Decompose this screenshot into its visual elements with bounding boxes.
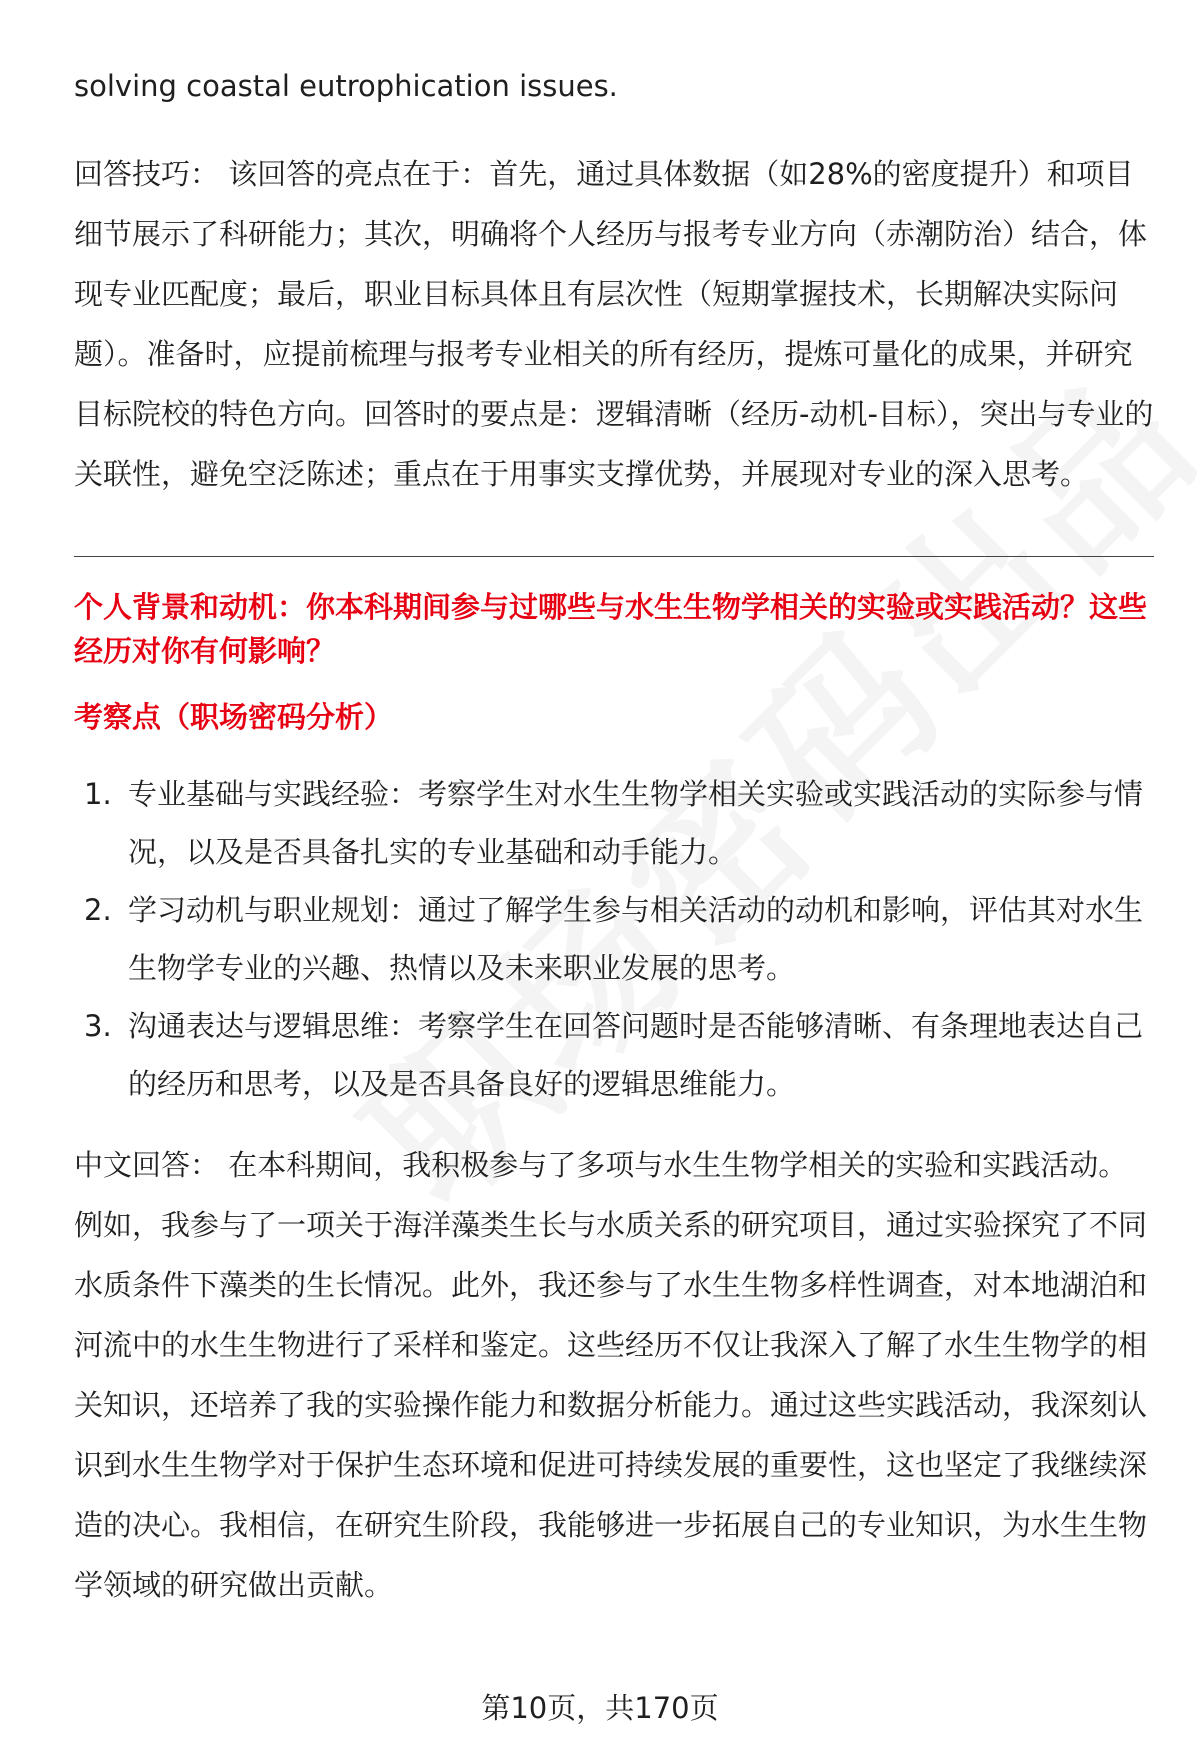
question-title: 个人背景和动机：你本科期间参与过哪些与水生生物学相关的实验或实践活动？这些经历对你有何影响？ — [74, 590, 1148, 668]
answer-paragraph: 中文回答： 在本科期间，我积极参与了多项与水生生物学相关的实验和实践活动。例如，我参与了一项关于海洋藻类生长与水质关系的研究项目，通过实验探究了不同水质条件下藻类的生长情况。此外，我还参与了水生生物多样性调查，对本地湖泊和河流中的水生生物进行了采样和鉴定。这些经历不仅让我深入了解了水生生物学的相关知识，还培养了我的实验操作能力和数据分析能力。通过这些实践活动，我深刻认识到水生生物学对于保护生态环境和促进可持续发展的重要性，这也坚定了我继续深造的决心。我相信，在研究生阶段，我能够进一步拓展自己的专业知识，为水生生物学领域的研究做出贡献。 — [74, 1148, 1148, 1602]
list-item-number: 1. — [84, 777, 112, 811]
list-item-text: 沟通表达与逻辑思维：考察学生在回答问题时是否能够清晰、有条理地表达自己的经历和思考，以及是否具备良好的逻辑思维能力。 — [128, 1009, 1144, 1101]
points-heading: 考察点（职场密码分析） — [74, 700, 394, 734]
points-list — [74, 765, 1154, 1113]
list-item — [74, 997, 1154, 1113]
list-item — [74, 765, 1154, 881]
page-number-footer: 第10页，共170页 — [481, 1691, 719, 1725]
continuation-line: solving coastal eutrophication issues. — [74, 69, 618, 103]
section-divider — [74, 556, 1154, 557]
list-item-number: 3. — [84, 1009, 112, 1043]
page-content — [74, 56, 1154, 1615]
list-item-text: 专业基础与实践经验：考察学生对水生生物学相关实验或实践活动的实际参与情况，以及是否具备扎实的专业基础和动手能力。 — [128, 777, 1144, 869]
list-item-text: 学习动机与职业规划：通过了解学生参与相关活动的动机和影响，评估其对水生生物学专业的兴趣、热情以及未来职业发展的思考。 — [128, 893, 1144, 985]
tips-paragraph: 回答技巧： 该回答的亮点在于：首先，通过具体数据（如28%的密度提升）和项目细节展示了科研能力；其次，明确将个人经历与报考专业方向（赤潮防治）结合，体现专业匹配度；最后，职业目标具体且有层次性（短期掌握技术，长期解决实际问题）。准备时，应提前梳理与报考专业相关的所有经历，提炼可量化的成果，并研究目标院校的特色方向。回答时的要点是：逻辑清晰（经历-动机-目标），突出与专业的关联性，避免空泛陈述；重点在于用事实支撑优势，并展现对专业的深入思考。 — [74, 157, 1154, 491]
list-item-number: 2. — [84, 893, 112, 927]
list-item — [74, 881, 1154, 997]
